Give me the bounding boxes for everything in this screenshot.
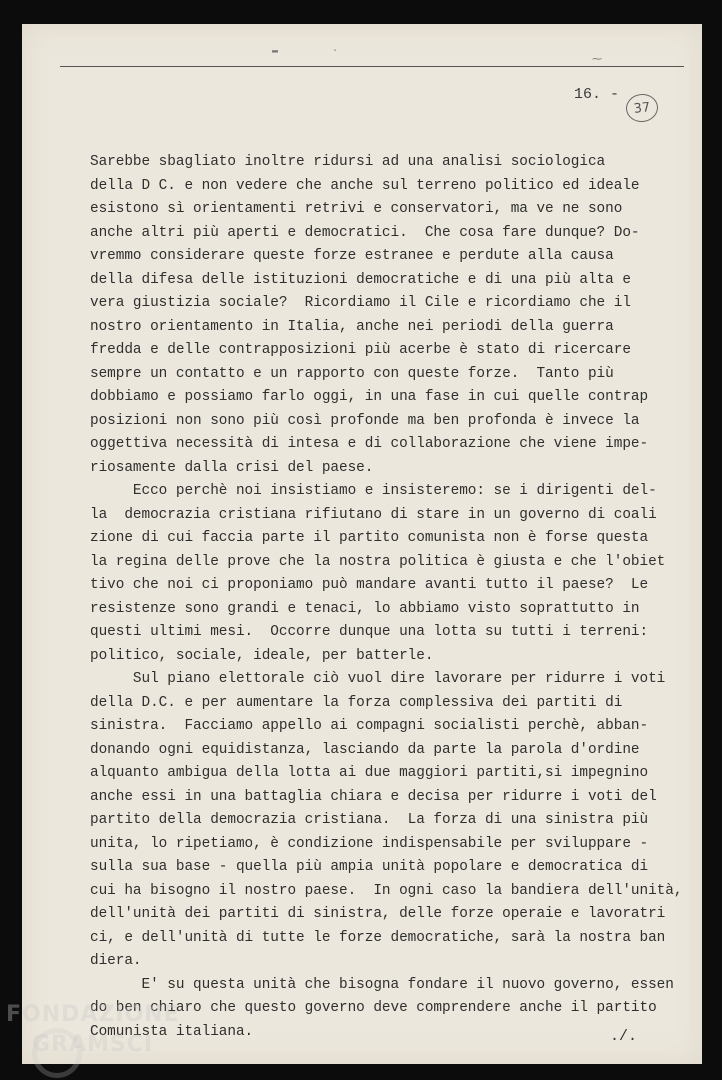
top-margin-marks-right: ⁓ bbox=[592, 55, 602, 66]
text-line: partito della democrazia cristiana. La forza di una sinistra più bbox=[90, 812, 649, 828]
text-line: della D.C. e per aumentare la forza complessiva dei partiti di bbox=[90, 694, 623, 711]
watermark-line-1: FONDAZIONE bbox=[6, 1002, 180, 1027]
text-line: diera. bbox=[90, 953, 142, 969]
text-line: zione di cui faccia parte il partito comunista non è forse questa bbox=[90, 530, 649, 546]
text-line: dell'unità dei partiti di sinistra, delle forze operaie e lavoratri bbox=[90, 906, 666, 922]
text-line: esistono sì orientamenti retrivi e conservatori, ma ve ne sono bbox=[90, 201, 623, 217]
text-line: Sarebbe sbagliato inoltre ridursi ad una analisi sociologica bbox=[90, 154, 606, 170]
text-line: Sul piano elettorale ciò vuol dire lavorare per ridurre i voti bbox=[90, 671, 666, 687]
text-line: E' su questa unità che bisogna fondare il nuovo governo, essen bbox=[90, 976, 674, 993]
top-rule bbox=[60, 66, 684, 67]
text-line: Ecco perchè noi insistiamo e insisteremo: se i dirigenti del- bbox=[90, 483, 657, 499]
text-line: donando ogni equidistanza, lasciando da parte la parola d'ordine bbox=[90, 741, 640, 758]
typed-body-text bbox=[90, 151, 690, 1044]
text-line: sulla sua base - quella più ampia unità popolare e democratica di bbox=[90, 859, 649, 875]
text-line: tivo che noi ci proponiamo può mandare avanti tutto il paese? Le bbox=[90, 577, 649, 593]
watermark-line-2: GRAMSCI bbox=[32, 1032, 154, 1057]
text-line: anche altri più aperti e democratici. Che cosa fare dunque? Do- bbox=[90, 224, 640, 241]
continuation-mark: ./. bbox=[610, 1028, 638, 1045]
document-page bbox=[22, 24, 702, 1064]
text-line: posizioni non sono più così profonde ma ben profonda è invece la bbox=[90, 412, 640, 429]
text-line: unita, lo ripetiamo, è condizione indispensabile per sviluppare - bbox=[90, 835, 649, 852]
text-line: della D C. e non vedere che anche sul terreno politico ed ideale bbox=[90, 177, 640, 194]
text-line: la regina delle prove che la nostra politica è giusta e che l'obiet bbox=[90, 553, 666, 570]
page-number: 16. - bbox=[574, 86, 620, 103]
text-line: questi ultimi mesi. Occorre dunque una lotta su tutti i terreni: bbox=[90, 624, 649, 640]
text-line: riosamente dalla crisi del paese. bbox=[90, 459, 374, 476]
text-line: oggettiva necessità di intesa e di collaborazione che viene impe- bbox=[90, 436, 649, 452]
text-line: vremmo considerare queste forze estranee e perdute alla causa bbox=[90, 248, 614, 264]
text-line: della difesa delle istituzioni democratiche e di una più alta e bbox=[90, 271, 631, 288]
text-line: cui ha bisogno il nostro paese. In ogni caso la bandiera dell'unità, bbox=[90, 882, 683, 899]
text-line: ci, e dell'unità di tutte le forze democratiche, sarà la nostra ban bbox=[90, 929, 666, 946]
text-line: sempre un contatto e un rapporto con queste forze. Tanto più bbox=[90, 365, 614, 382]
archive-stamp: 37 bbox=[625, 92, 660, 123]
text-line: politico, sociale, ideale, per batterle. bbox=[90, 647, 434, 664]
text-line: nostro orientamento in Italia, anche nei periodi della guerra bbox=[90, 318, 614, 335]
text-line: Comunista italiana. bbox=[90, 1023, 254, 1040]
text-line: alquanto ambigua della lotta ai due maggiori partiti,si impegnino bbox=[90, 765, 649, 781]
watermark bbox=[6, 1000, 180, 1060]
text-line: anche essi in una battaglia chiara e decisa per ridurre i voti del bbox=[90, 788, 657, 805]
text-line: la democrazia cristiana rifiutano di stare in un governo di coali bbox=[90, 506, 657, 523]
text-line: resistenze sono grandi e tenaci, lo abbiamo visto soprattutto in bbox=[90, 600, 640, 617]
top-margin-marks: ▬ · bbox=[272, 46, 339, 57]
text-line: fredda e delle contrapposizioni più acerbe è stato di ricercare bbox=[90, 342, 631, 358]
text-line: do ben chiaro che questo governo deve comprendere anche il partito bbox=[90, 1000, 657, 1016]
text-line: vera giustizia sociale? Ricordiamo il Cile e ricordiamo che il bbox=[90, 295, 631, 311]
text-line: dobbiamo e possiamo farlo oggi, in una fase in cui quelle contrap bbox=[90, 389, 649, 405]
text-line: sinistra. Facciamo appello ai compagni socialisti perchè, abban- bbox=[90, 718, 649, 734]
